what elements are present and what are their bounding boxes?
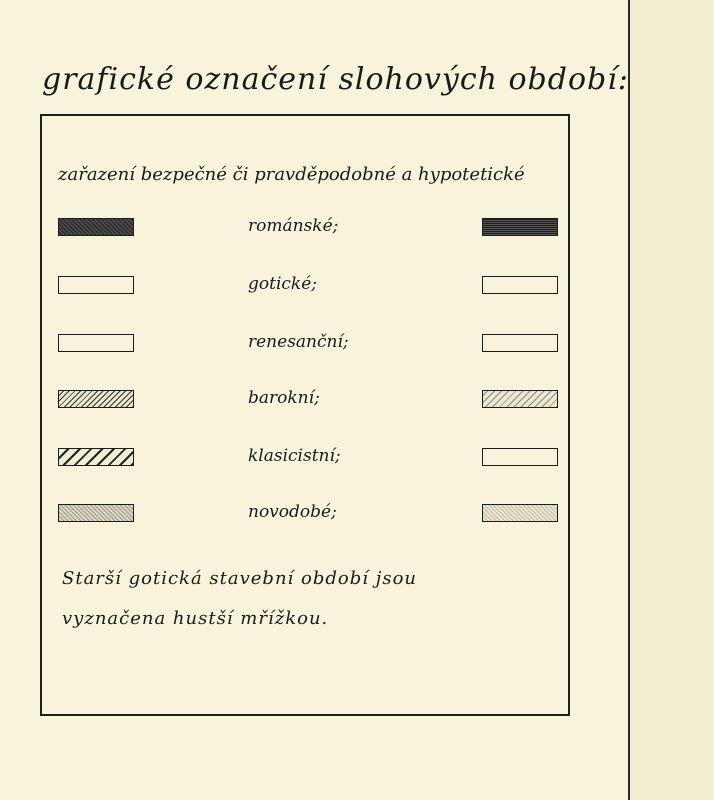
legend-row-gothic xyxy=(42,274,568,298)
legend-note-line-2: vyznačena hustší mřížkou. xyxy=(62,608,329,629)
legend-row-modern xyxy=(42,502,568,526)
swatch-classicism-hypothetical xyxy=(482,448,558,466)
swatch-gothic-hypothetical xyxy=(482,276,558,294)
legend-label-renaissance: renesanční; xyxy=(248,332,349,352)
legend-label-modern: novodobé; xyxy=(248,502,337,522)
legend-box xyxy=(40,114,570,716)
page-heading: grafické označení slohových období: xyxy=(42,62,629,97)
adjacent-page-strip xyxy=(630,0,714,800)
swatch-romanesque-certain xyxy=(58,218,134,236)
legend-row-renaissance xyxy=(42,332,568,356)
swatch-modern-certain xyxy=(58,504,134,522)
legend-label-gothic: gotické; xyxy=(248,274,317,294)
legend-row-baroque xyxy=(42,388,568,412)
swatch-baroque-certain xyxy=(58,390,134,408)
swatch-modern-hypothetical xyxy=(482,504,558,522)
legend-label-classicism: klasicistní; xyxy=(248,446,341,466)
legend-row-romanesque xyxy=(42,216,568,240)
swatch-renaissance-certain xyxy=(58,334,134,352)
legend-note-line-1: Starší gotická stavební období jsou xyxy=(62,568,417,589)
swatch-romanesque-hypothetical xyxy=(482,218,558,236)
swatch-renaissance-hypothetical xyxy=(482,334,558,352)
legend-label-baroque: barokní; xyxy=(248,388,320,408)
swatch-gothic-certain xyxy=(58,276,134,294)
legend-row-classicism xyxy=(42,446,568,470)
swatch-classicism-certain xyxy=(58,448,134,466)
swatch-baroque-hypothetical xyxy=(482,390,558,408)
page-edge-line xyxy=(628,0,630,800)
legend-subheading: zařazení bezpečné či pravděpodobné a hypotetické xyxy=(58,164,525,185)
legend-label-romanesque: románské; xyxy=(248,216,339,236)
